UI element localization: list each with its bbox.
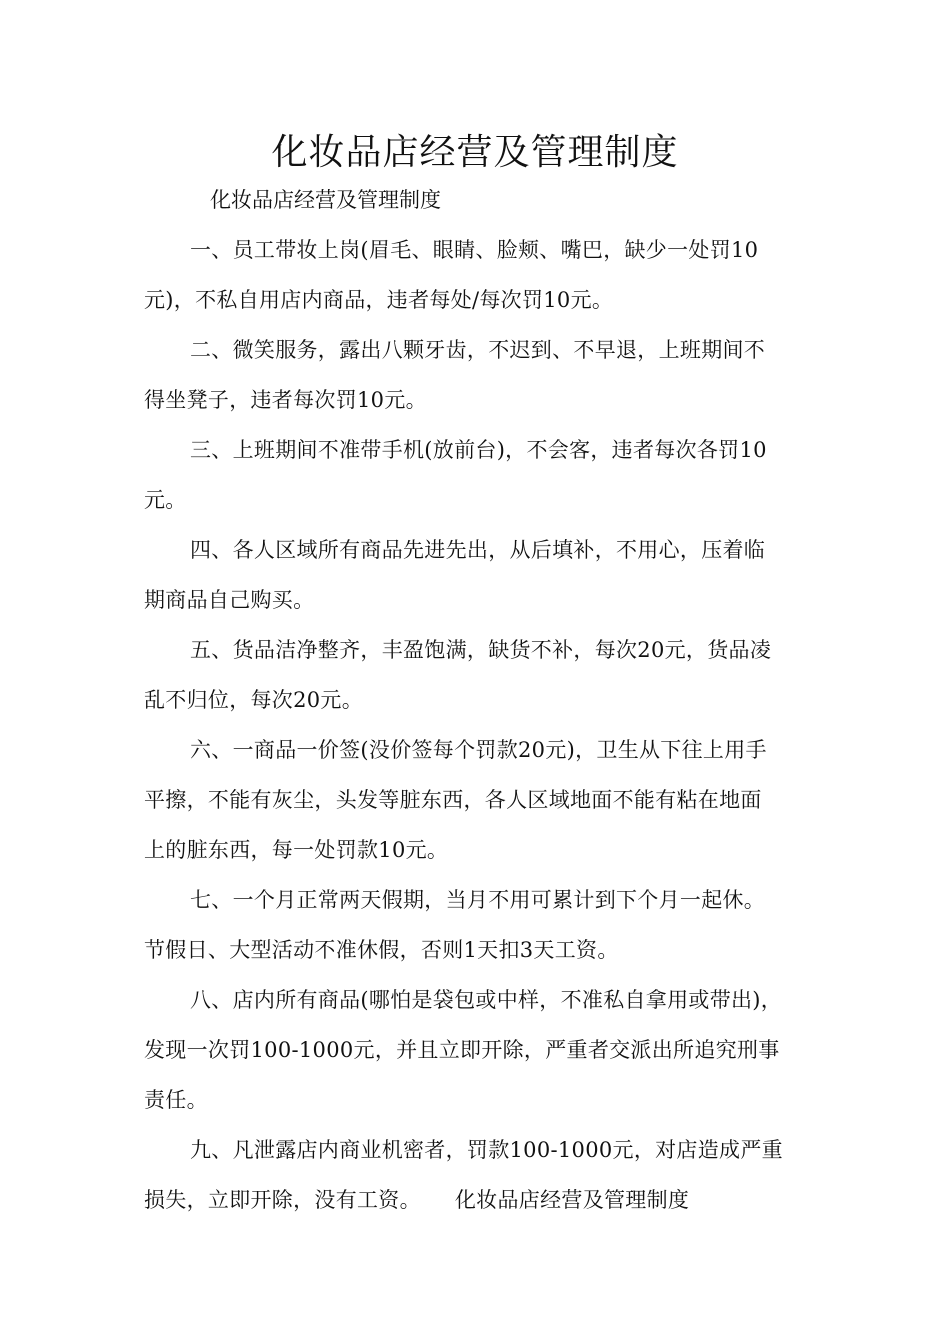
rule-8-line-2: 发现一次罚100-1000元，并且立即开除，严重者交派出所追究刑事 bbox=[144, 1038, 780, 1062]
rule-8-line-3: 责任。 bbox=[144, 1088, 208, 1112]
rule-5-line-2: 乱不归位，每次20元。 bbox=[144, 688, 364, 712]
rule-7-line-1: 七、一个月正常两天假期，当月不用可累计到下个月一起休。 bbox=[190, 888, 766, 912]
document-title: 化妆品店经营及管理制度 bbox=[271, 132, 679, 173]
rule-2-line-1: 二、微笑服务，露出八颗牙齿，不迟到、不早退，上班期间不 bbox=[190, 338, 766, 362]
rule-3-line-1: 三、上班期间不准带手机(放前台)，不会客，违者每次各罚10 bbox=[190, 438, 767, 462]
rule-6-line-1: 六、一商品一价签(没价签每个罚款20元)，卫生从下往上用手 bbox=[190, 738, 767, 762]
rule-5-line-1: 五、货品洁净整齐，丰盈饱满，缺货不补，每次20元，货品凌 bbox=[190, 638, 772, 662]
trailing-title: 化妆品店经营及管理制度 bbox=[454, 1188, 690, 1212]
rule-3-line-2: 元。 bbox=[144, 488, 187, 512]
rule-7-line-2: 节假日、大型活动不准休假，否则1天扣3天工资。 bbox=[144, 938, 619, 962]
rule-8-line-1: 八、店内所有商品(哪怕是袋包或中样，不准私自拿用或带出)， bbox=[190, 988, 783, 1012]
document-subtitle: 化妆品店经营及管理制度 bbox=[210, 188, 441, 212]
rule-6-line-3: 上的脏东西，每一处罚款10元。 bbox=[144, 838, 449, 862]
rule-9-line-1: 九、凡泄露店内商业机密者，罚款100-1000元，对店造成严重 bbox=[190, 1138, 783, 1162]
rule-1-line-2: 元)，不私自用店内商品，违者每处/每次罚10元。 bbox=[144, 288, 614, 312]
rule-4-line-2: 期商品自己购买。 bbox=[144, 588, 315, 612]
rule-9-line-2-text: 损失，立即开除，没有工资。 bbox=[144, 1188, 421, 1212]
rule-4-line-1: 四、各人区域所有商品先进先出，从后填补，不用心，压着临 bbox=[190, 538, 766, 562]
rule-1-line-1: 一、员工带妆上岗(眉毛、眼睛、脸颊、嘴巴，缺少一处罚10 bbox=[190, 238, 759, 262]
rule-9-line-2 bbox=[144, 1184, 689, 1216]
rule-2-line-2: 得坐凳子，违者每次罚10元。 bbox=[144, 388, 427, 412]
rule-6-line-2: 平擦，不能有灰尘，头发等脏东西，各人区域地面不能有粘在地面 bbox=[144, 788, 762, 812]
